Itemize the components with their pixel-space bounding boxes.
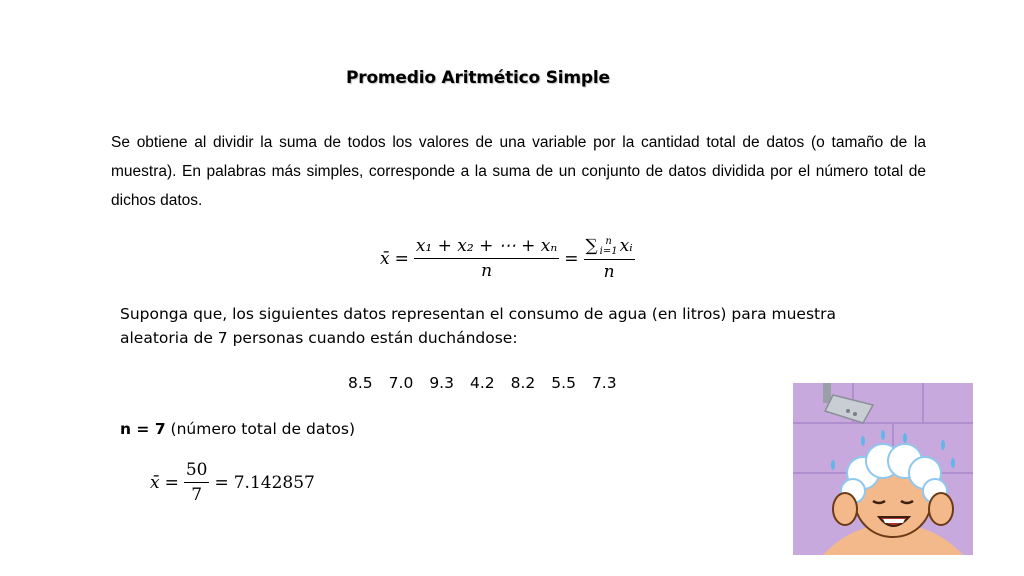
sigma-fraction: [584, 236, 635, 282]
shower-head-icon: [823, 383, 873, 423]
boy-showering-image: [793, 383, 973, 555]
sigma-lower: i=1: [599, 245, 618, 257]
sigma-denominator: n: [603, 261, 615, 282]
equals-sign: =: [394, 248, 409, 269]
result-denominator: 7: [191, 485, 203, 505]
problem-statement: Suponga que, los siguientes datos representan el consumo de agua (en litros) para muestra aleatoria de 7 personas cuando están duchándose:: [120, 305, 836, 347]
data-value: 8.2: [510, 374, 536, 392]
mean-result-formula: [150, 460, 315, 505]
sigma-symbol: ∑: [585, 236, 598, 256]
mean-result: 7.142857: [233, 472, 315, 493]
sigma-upper: n: [605, 235, 612, 247]
definition-paragraph: Se obtiene al dividir la suma de todos los valores de una variable por la cantidad total de datos (o tamaño de la muestra). En palabras más simples, corresponde a la suma de un conjunto de datos dividida por el número total de dichos datos.: [111, 134, 926, 209]
n-description: (número total de datos): [165, 420, 355, 438]
n-line: [120, 420, 355, 438]
data-value: 5.5: [551, 374, 576, 392]
data-value: 4.2: [469, 374, 495, 392]
right-hand: [929, 493, 953, 525]
mean-formula: [380, 236, 635, 282]
mean-symbol-2: x̄: [150, 472, 160, 493]
sigma-term: xᵢ: [619, 236, 633, 256]
sigma-limits: [600, 237, 618, 257]
left-hand: [833, 493, 857, 525]
data-value: 7.0: [388, 374, 414, 392]
n-value: n = 7: [120, 420, 166, 438]
equals-sign-4: =: [214, 472, 229, 493]
result-numerator: 50: [184, 460, 210, 483]
equals-sign-3: =: [164, 472, 179, 493]
teeth: [883, 519, 905, 523]
sum-fraction: [414, 236, 559, 281]
data-value: 8.5: [348, 374, 373, 392]
mean-symbol: x̄: [380, 248, 390, 269]
fraction-denominator: n: [481, 261, 493, 282]
data-value: 7.3: [591, 374, 617, 392]
data-values: [348, 374, 617, 392]
result-fraction: [184, 460, 210, 505]
equals-sign-2: =: [564, 248, 579, 269]
page-title: Promedio Aritmético Simple: [346, 68, 610, 88]
fraction-numerator: x₁ + x₂ + ⋯ + xₙ: [414, 236, 559, 259]
data-value: 9.3: [429, 374, 454, 392]
sigma-numerator: [584, 236, 635, 260]
shower-illustration: [793, 383, 973, 555]
